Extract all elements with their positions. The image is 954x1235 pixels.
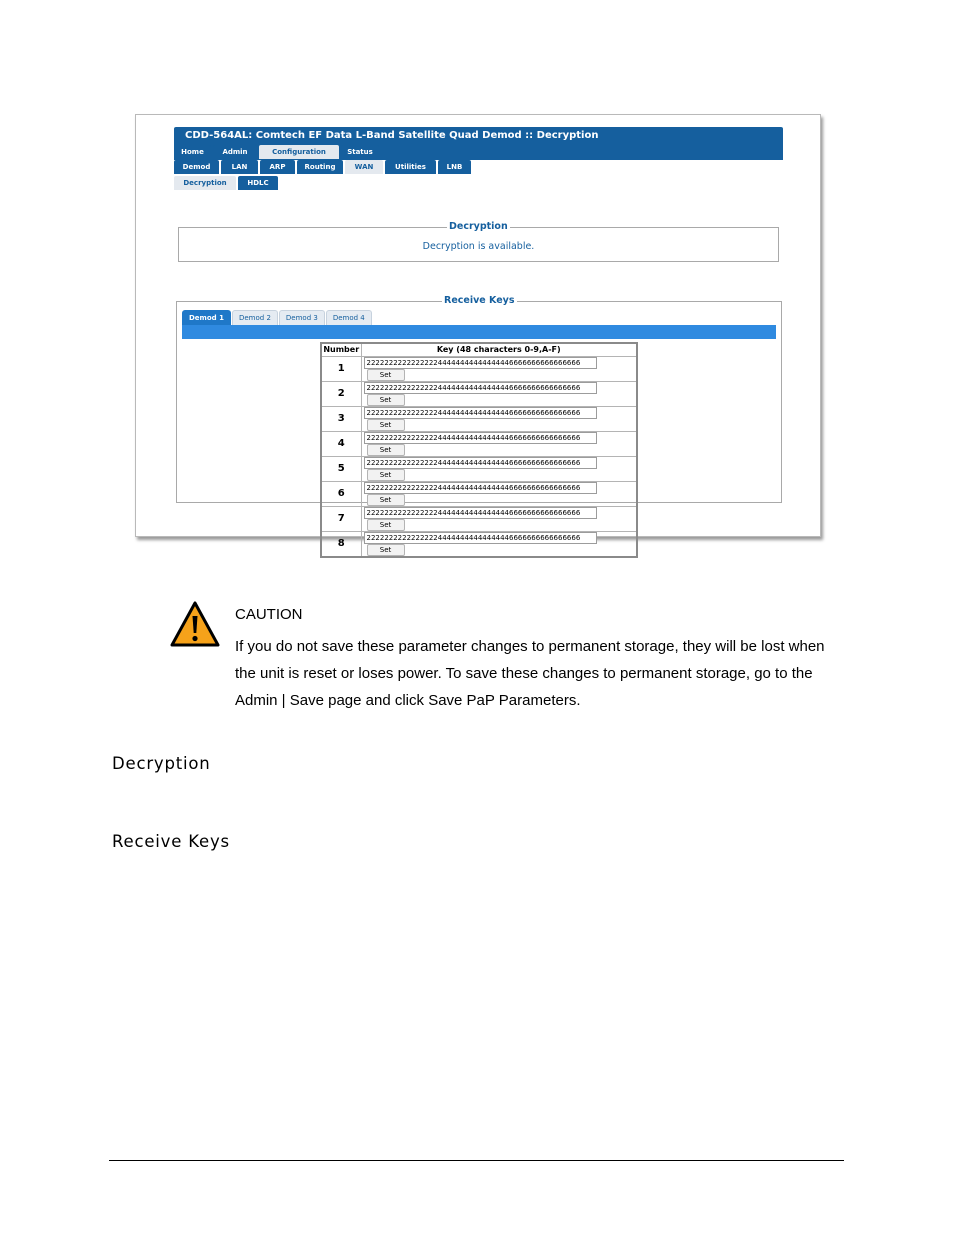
nav-row-wan (174, 176, 278, 191)
table-row (321, 531, 637, 557)
key-cell (361, 506, 637, 531)
nav-tab-hdlc[interactable]: HDLC (238, 176, 278, 190)
nav-tab-utilities[interactable]: Utilities (385, 160, 436, 174)
set-button[interactable]: Set (367, 369, 405, 381)
demod-tabs (182, 310, 372, 325)
column-header-number: Number (321, 343, 361, 356)
key-number: 5 (321, 456, 361, 481)
page-title-bar: CDD-564AL: Comtech EF Data L-Band Satellite Quad Demod :: Decryption (174, 127, 783, 145)
admin-save-reference: Admin | Save (235, 692, 324, 709)
key-input[interactable]: 222222222222222244444444444444446666666666666666 (364, 482, 597, 494)
key-input[interactable]: 222222222222222244444444444444446666666666666666 (364, 457, 597, 469)
caution-text-part: . (576, 692, 581, 709)
table-row (321, 481, 637, 506)
table-row (321, 381, 637, 406)
key-cell (361, 456, 637, 481)
table-row (321, 406, 637, 431)
save-pap-parameters-reference: Save PaP Parameters (428, 692, 577, 709)
key-input[interactable]: 222222222222222244444444444444446666666666666666 (364, 382, 597, 394)
tab-demod-1[interactable]: Demod 1 (182, 310, 231, 325)
key-number: 2 (321, 381, 361, 406)
set-button[interactable]: Set (367, 394, 405, 406)
key-number: 8 (321, 531, 361, 557)
key-input[interactable]: 222222222222222244444444444444446666666666666666 (364, 507, 597, 519)
set-button[interactable]: Set (367, 544, 405, 556)
key-cell (361, 431, 637, 456)
set-button[interactable]: Set (367, 444, 405, 456)
set-button[interactable]: Set (367, 419, 405, 431)
nav-tab-home[interactable]: Home (174, 145, 211, 159)
key-number: 3 (321, 406, 361, 431)
tab-panel-header (182, 325, 776, 339)
nav-tab-admin[interactable]: Admin (213, 145, 257, 159)
table-header-row (321, 343, 637, 356)
receive-keys-legend: Receive Keys (444, 295, 515, 306)
nav-tab-lnb[interactable]: LNB (438, 160, 471, 174)
key-number: 7 (321, 506, 361, 531)
table-row (321, 456, 637, 481)
tab-demod-4[interactable]: Demod 4 (326, 310, 372, 325)
nav-row-config (174, 160, 471, 175)
caution-text (235, 633, 835, 714)
tab-demod-2[interactable]: Demod 2 (232, 310, 278, 325)
nav-tab-arp[interactable]: ARP (260, 160, 295, 174)
footer-rule (109, 1160, 844, 1161)
key-input[interactable]: 222222222222222244444444444444446666666666666666 (364, 407, 597, 419)
table-row (321, 431, 637, 456)
decryption-status-text: Decryption is available. (422, 241, 535, 252)
key-cell (361, 481, 637, 506)
table-row (321, 356, 637, 381)
key-cell (361, 531, 637, 557)
nav-tab-status[interactable]: Status (341, 145, 379, 159)
nav-tab-routing[interactable]: Routing (297, 160, 343, 174)
key-cell (361, 356, 637, 381)
set-button[interactable]: Set (367, 469, 405, 481)
decryption-legend: Decryption (449, 221, 508, 232)
caution-text-part: page and click (323, 692, 429, 709)
column-header-key: Key (48 characters 0-9,A-F) (361, 343, 637, 356)
key-input[interactable]: 222222222222222244444444444444446666666666666666 (364, 432, 597, 444)
decryption-fieldset (178, 221, 779, 262)
web-ui-screenshot (135, 114, 821, 554)
key-cell (361, 381, 637, 406)
section-heading-decryption: Decryption (112, 754, 211, 773)
caution-text-part: If you do not save these parameter changes to permanent storage, they will be lost when the unit is reset or loses power. To save these changes to permanent storage, go to the (235, 638, 825, 682)
key-number: 1 (321, 356, 361, 381)
table-row (321, 506, 637, 531)
receive-keys-table (320, 342, 638, 558)
key-input[interactable]: 222222222222222244444444444444446666666666666666 (364, 532, 597, 544)
warning-triangle-icon (170, 601, 220, 647)
receive-keys-fieldset (176, 295, 782, 554)
nav-tab-demod[interactable]: Demod (174, 160, 219, 174)
set-button[interactable]: Set (367, 519, 405, 531)
key-number: 4 (321, 431, 361, 456)
nav-tab-wan[interactable]: WAN (345, 160, 383, 174)
set-button[interactable]: Set (367, 494, 405, 506)
nav-tab-lan[interactable]: LAN (221, 160, 258, 174)
key-cell (361, 406, 637, 431)
caution-title: CAUTION (235, 606, 303, 623)
tab-demod-3[interactable]: Demod 3 (279, 310, 325, 325)
nav-tab-decryption[interactable]: Decryption (174, 176, 236, 190)
key-input[interactable]: 222222222222222244444444444444446666666666666666 (364, 357, 597, 369)
nav-tab-configuration[interactable]: Configuration (259, 145, 339, 159)
nav-row-main (174, 145, 783, 160)
key-number: 6 (321, 481, 361, 506)
section-heading-receive-keys: Receive Keys (112, 832, 230, 851)
